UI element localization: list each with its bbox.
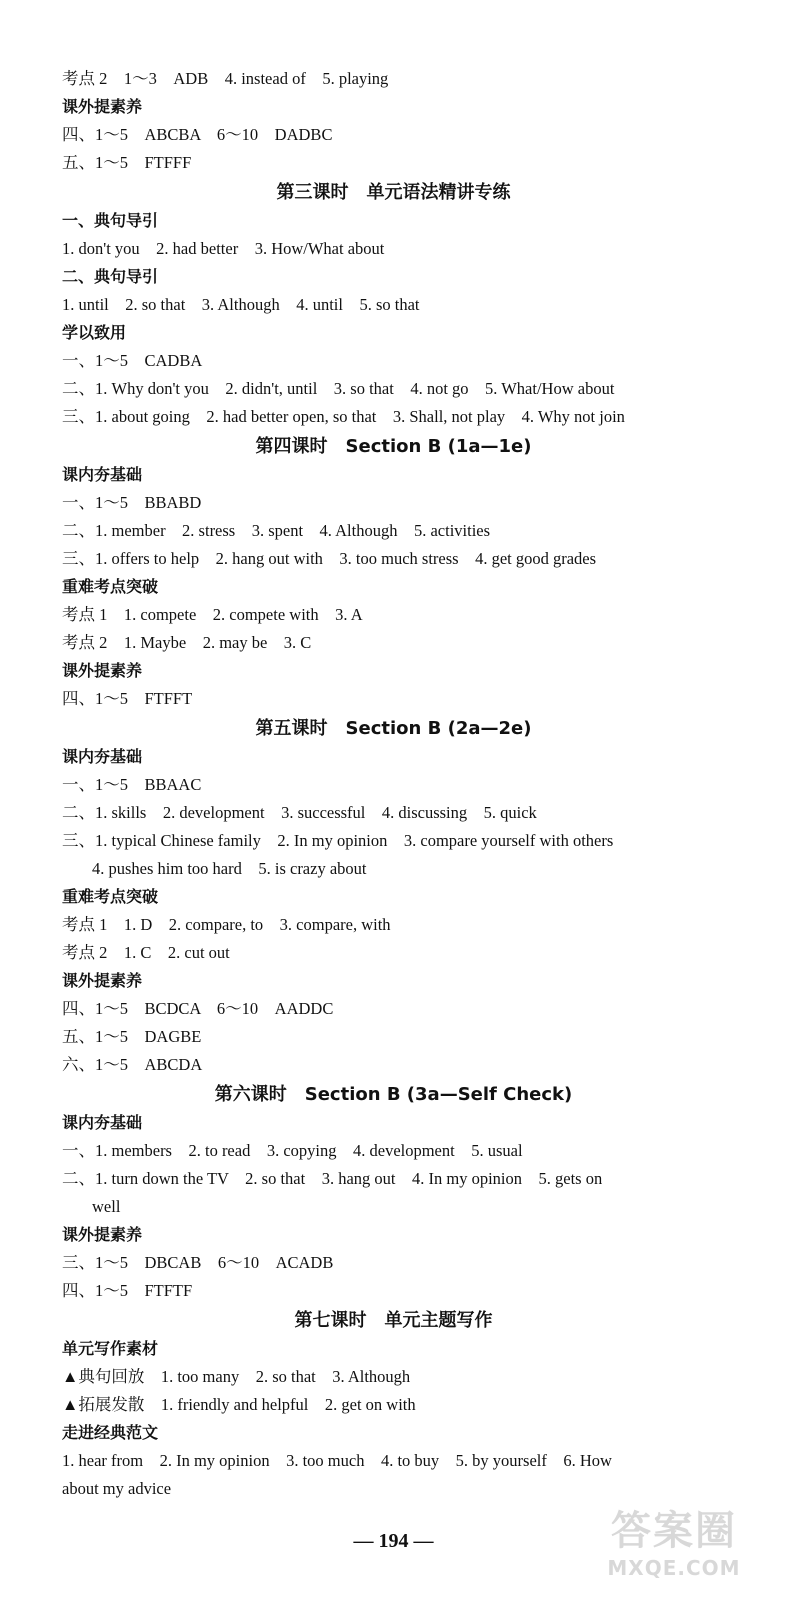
answer-line: 考点 1 1. D 2. compare, to 3. compare, with: [62, 915, 391, 934]
section-label: 重难考点突破: [62, 887, 159, 906]
watermark-logo: [584, 1506, 764, 1592]
answer-line: 二、1. Why don't you 2. didn't, until 3. so that 4. not go 5. What/How about: [62, 379, 615, 398]
answer-line-continued: about my advice: [62, 1479, 172, 1498]
section-label: 一、典句导引: [62, 211, 159, 230]
answer-line: 五、1～5 FTFFF: [62, 153, 192, 172]
watermark-domain: MXQE.COM: [607, 1556, 741, 1580]
section-label: 课外提素养: [62, 1225, 143, 1244]
section-label: 课外提素养: [62, 97, 143, 116]
answer-line: 二、1. turn down the TV 2. so that 3. hang out 4. In my opinion 5. gets on: [62, 1169, 603, 1188]
section-label: 课外提素养: [62, 661, 143, 680]
answer-line: 一、1. members 2. to read 3. copying 4. development 5. usual: [62, 1141, 523, 1160]
answer-line: 四、1～5 BCDCA 6～10 AADDC: [62, 999, 334, 1018]
answer-line: 四、1～5 FTFFT: [62, 689, 193, 708]
answer-line: 六、1～5 ABCDA: [62, 1055, 203, 1074]
answer-line: 三、1. typical Chinese family 2. In my opinion 3. compare yourself with others: [62, 831, 614, 850]
answer-line: 一、1～5 CADBA: [62, 351, 203, 370]
answer-line: 三、1. offers to help 2. hang out with 3. too much stress 4. get good grades: [62, 549, 597, 568]
lesson-heading: 第六课时 Section B (3a—Self Check): [214, 1084, 573, 1105]
section-label: 二、典句导引: [62, 267, 159, 286]
answer-line: 四、1～5 ABCBA 6～10 DADBC: [62, 125, 333, 144]
section-label: 课内夯基础: [62, 465, 143, 484]
answer-line: 考点 2 1. Maybe 2. may be 3. C: [62, 633, 312, 652]
answer-line: 五、1～5 DAGBE: [62, 1027, 202, 1046]
lesson-heading: 第四课时 Section B (1a—1e): [255, 436, 532, 457]
answer-line: 四、1～5 FTFTF: [62, 1281, 193, 1300]
answer-line: ▲拓展发散 1. friendly and helpful 2. get on with: [62, 1395, 416, 1414]
lesson-heading: 第五课时 Section B (2a—2e): [255, 718, 532, 739]
answer-line: 1. until 2. so that 3. Although 4. until 5. so that: [62, 295, 420, 314]
section-label: 单元写作素材: [62, 1339, 159, 1358]
section-label: 学以致用: [62, 323, 127, 342]
section-label: 重难考点突破: [62, 577, 159, 596]
answer-line: 1. don't you 2. had better 3. How/What about: [62, 239, 385, 258]
answer-line-continued: 4. pushes him too hard 5. is crazy about: [92, 859, 367, 878]
answer-line: 考点 1 1. compete 2. compete with 3. A: [62, 605, 363, 624]
section-label: 课内夯基础: [62, 1113, 143, 1132]
section-label: 走进经典范文: [62, 1423, 159, 1442]
answer-line: 一、1～5 BBABD: [62, 493, 202, 512]
answer-line: ▲典句回放 1. too many 2. so that 3. Although: [62, 1367, 411, 1386]
answer-line: 考点 2 1. C 2. cut out: [62, 943, 230, 962]
section-label: 课内夯基础: [62, 747, 143, 766]
lesson-heading: 第三课时 单元语法精讲专练: [276, 182, 511, 203]
answer-line: 1. hear from 2. In my opinion 3. too much 4. to buy 5. by yourself 6. How: [62, 1451, 612, 1470]
answer-line-continued: well: [92, 1197, 121, 1216]
section-label: 课外提素养: [62, 971, 143, 990]
answer-line: 三、1. about going 2. had better open, so that 3. Shall, not play 4. Why not join: [62, 407, 625, 426]
answer-line: 一、1～5 BBAAC: [62, 775, 202, 794]
answer-line: 三、1～5 DBCAB 6～10 ACADB: [62, 1253, 334, 1272]
lesson-heading: 第七课时 单元主题写作: [294, 1310, 493, 1331]
answer-line: 考点 2 1～3 ADB 4. instead of 5. playing: [62, 69, 389, 88]
page-number: — 194 —: [353, 1530, 434, 1552]
answer-line: 二、1. skills 2. development 3. successful 4. discussing 5. quick: [62, 803, 537, 822]
watermark-text: 答案圈: [611, 1508, 737, 1554]
answer-line: 二、1. member 2. stress 3. spent 4. Although 5. activities: [62, 521, 491, 540]
